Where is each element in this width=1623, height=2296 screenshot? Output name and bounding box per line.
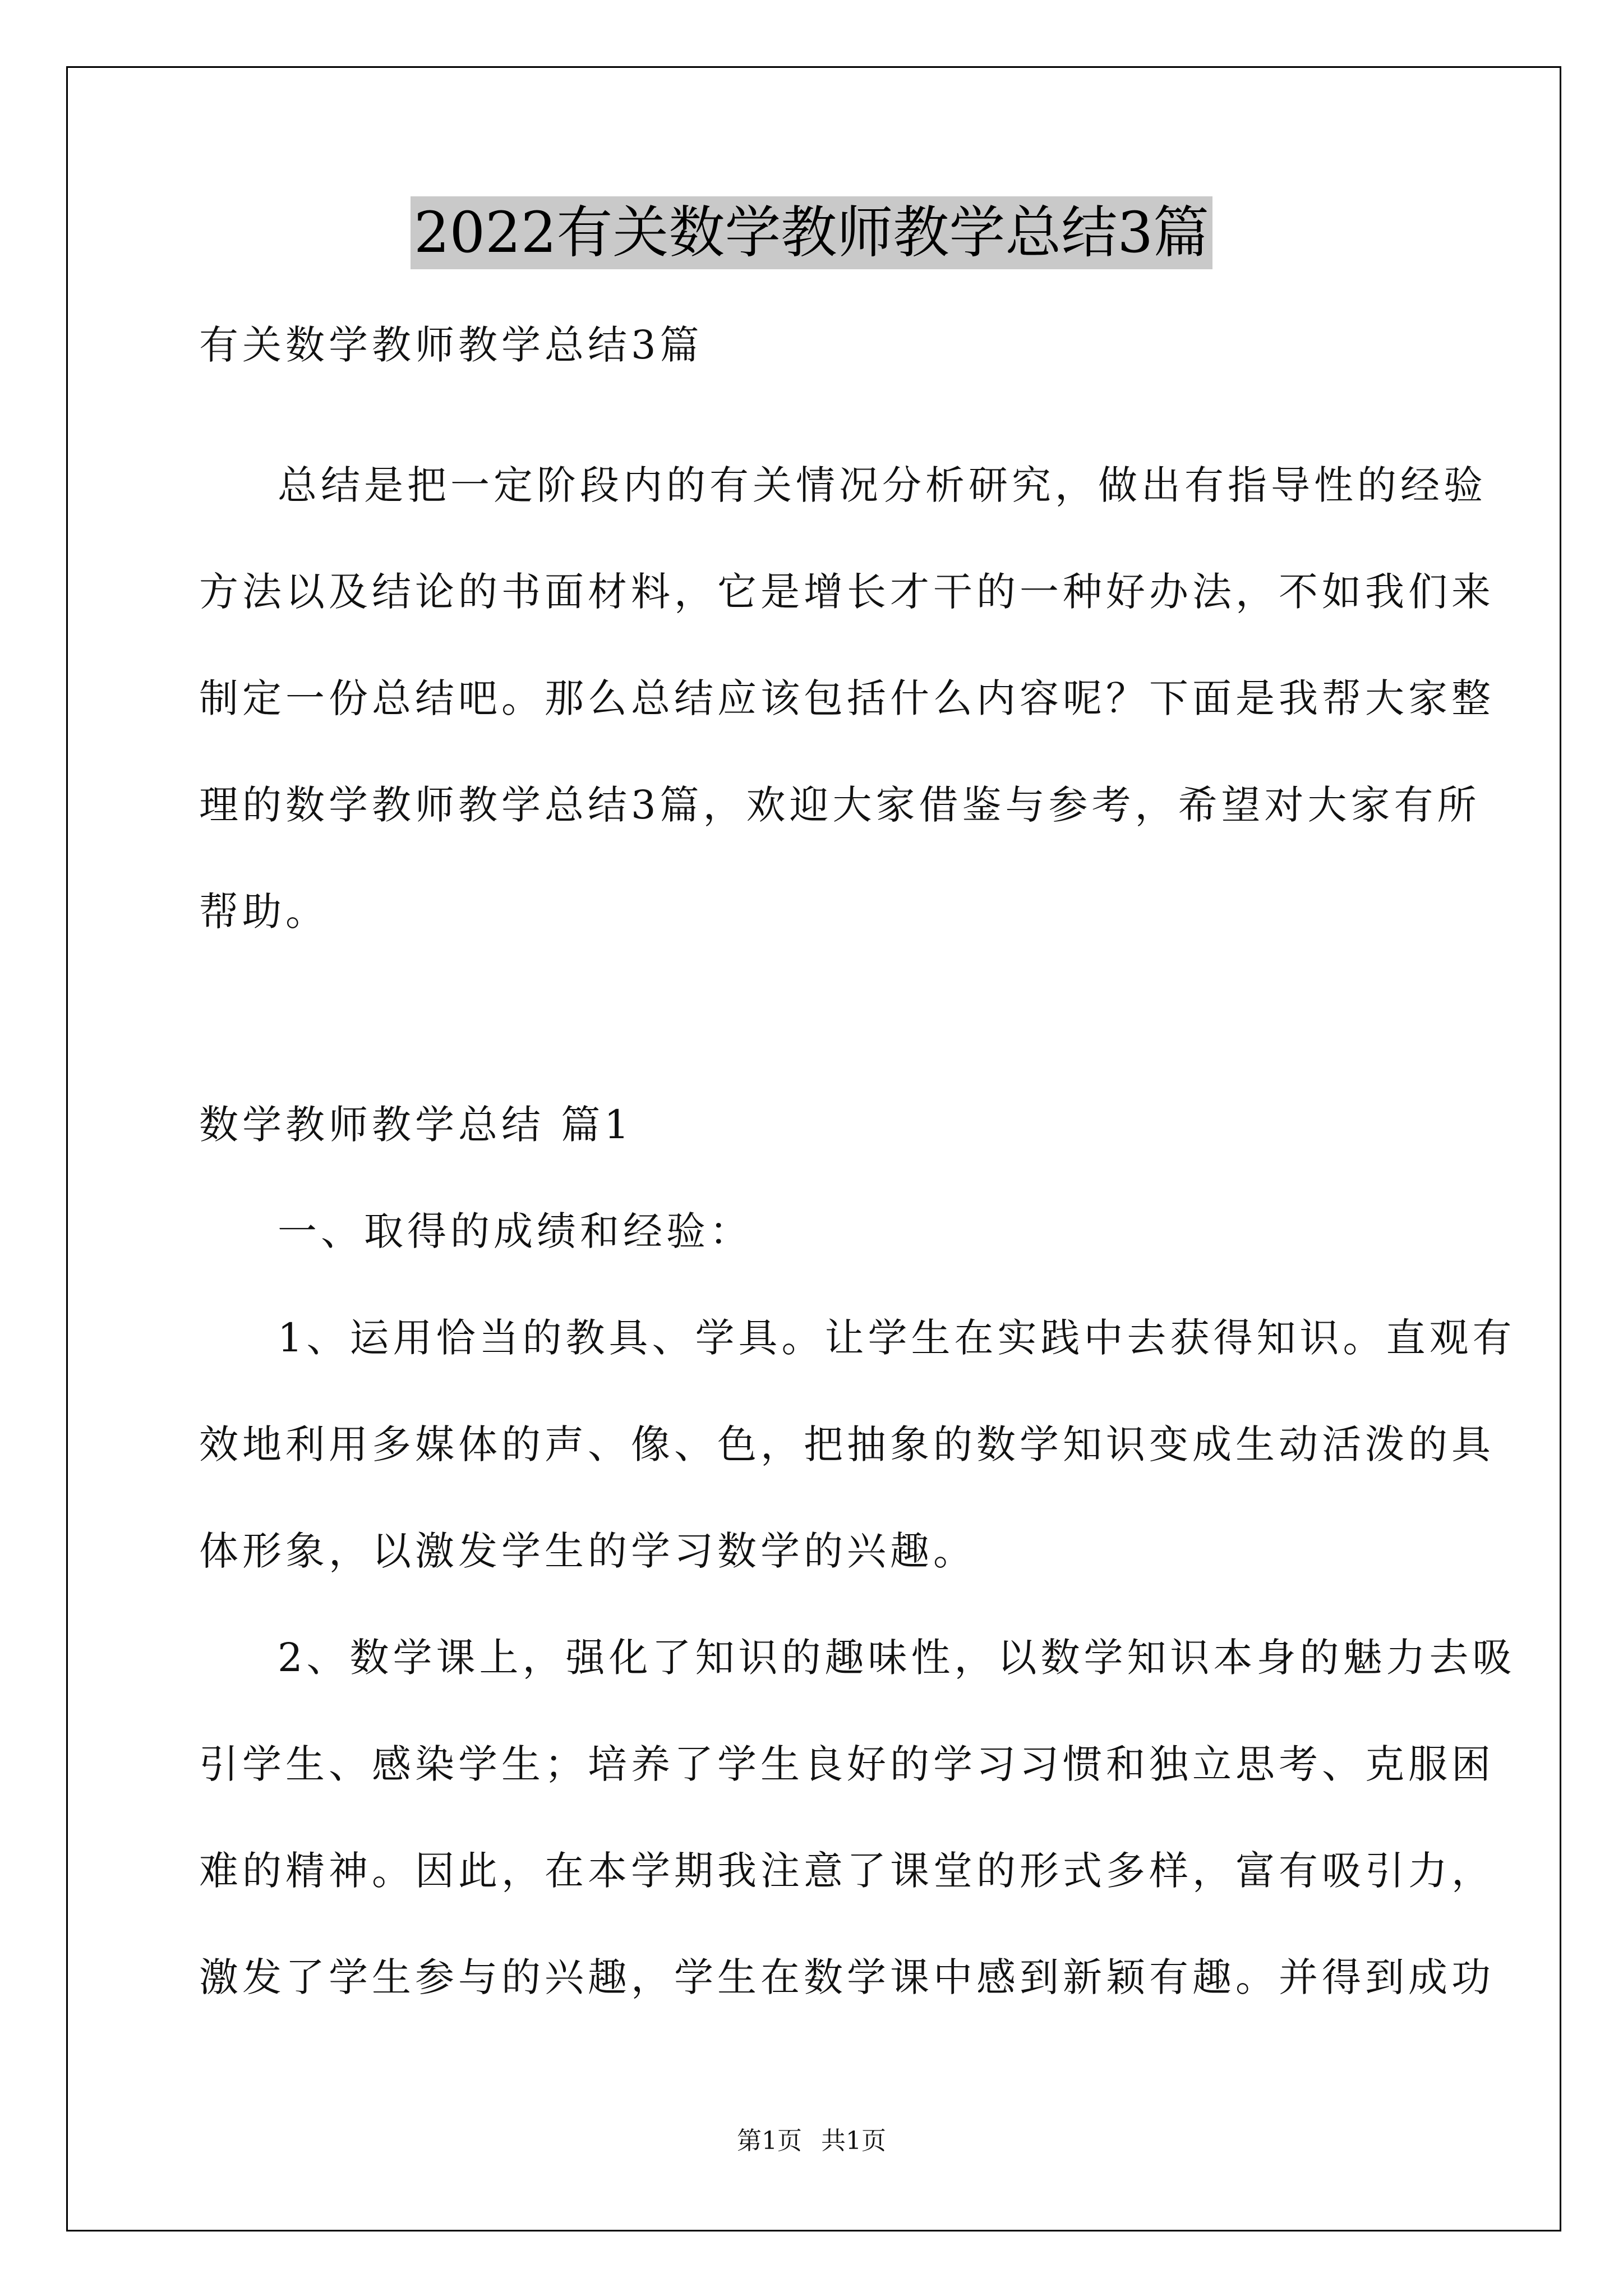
- section-heading: 数学教师教学总结 篇1: [199, 1102, 633, 1148]
- item1-line: 效地利用多媒体的声、像、色，把抽象的数学知识变成生动活泼的具: [199, 1421, 1495, 1467]
- intro-line: 制定一份总结吧。那么总结应该包括什么内容呢？下面是我帮大家整: [199, 675, 1495, 721]
- subheading: 一、取得的成绩和经验：: [278, 1208, 753, 1254]
- page-footer: [0, 2120, 1623, 2156]
- title-container: [0, 196, 1623, 269]
- item2-line: 2、数学课上，强化了知识的趣味性，以数学知识本身的魅力去吸: [278, 1635, 1516, 1681]
- item2-line: 激发了学生参与的兴趣，学生在数学课中感到新颖有趣。并得到成功: [199, 1954, 1495, 2000]
- subtitle: 有关数学教师教学总结3篇: [199, 322, 703, 368]
- intro-line: 总结是把一定阶段内的有关情况分析研究，做出有指导性的经验: [278, 462, 1487, 508]
- page-total: 共1页: [821, 2127, 886, 2155]
- intro-line: 方法以及结论的书面材料，它是增长才干的一种好办法，不如我们来: [199, 569, 1495, 615]
- item2-line: 引学生、感染学生；培养了学生良好的学习习惯和独立思考、克服困: [199, 1741, 1495, 1787]
- document-title: 2022有关数学教师教学总结3篇: [411, 196, 1212, 269]
- item2-line: 难的精神。因此，在本学期我注意了课堂的形式多样，富有吸引力，: [199, 1848, 1495, 1894]
- item1-line: 1、运用恰当的教具、学具。让学生在实践中去获得知识。直观有: [278, 1315, 1516, 1361]
- intro-line: 帮助。: [199, 889, 329, 935]
- page-number: 第1页: [737, 2127, 802, 2155]
- item1-line: 体形象，以激发学生的学习数学的兴趣。: [199, 1528, 976, 1574]
- intro-line: 理的数学教师教学总结3篇，欢迎大家借鉴与参考，希望对大家有所: [199, 782, 1481, 828]
